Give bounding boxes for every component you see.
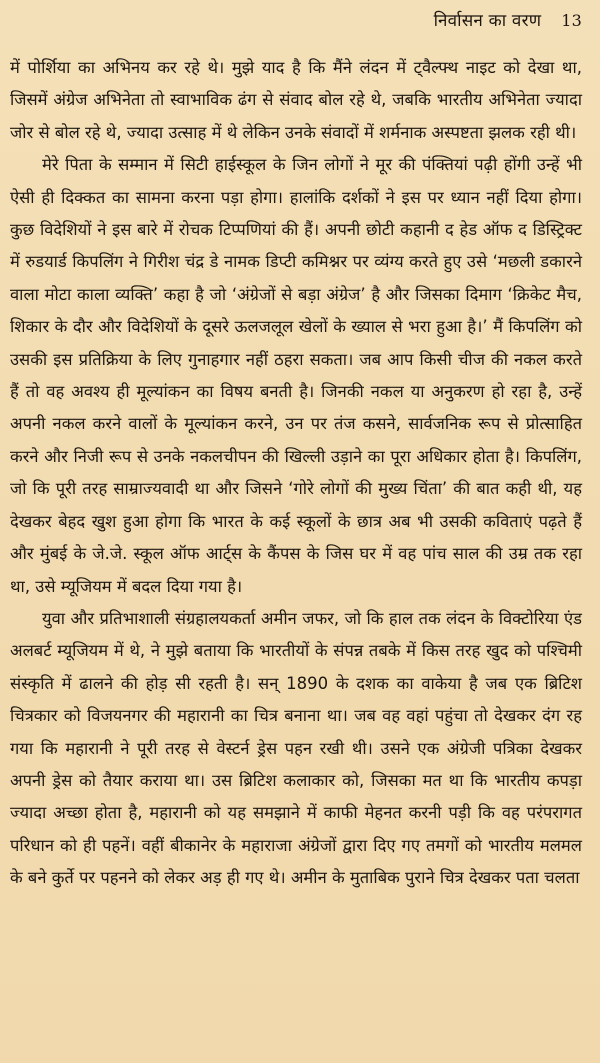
running-head xyxy=(10,8,582,38)
paragraph-kipling: मेरे पिता के सम्मान में सिटी हाईस्कूल के जिन लोगों ने मूर की पंक्तियां पढ़ी होंगी उन्हें भी ऐसी ही दिक्कत का सामना करना पड़ा होगा। हालांकि दर्शकों ने इस पर ध्यान नहीं दिया होगा। कुछ विदेशियों ने इस बारे में रोचक टिप्पणियां की हैं। अपनी छोटी कहानी द हेड ऑफ द डिस्ट्रिक्ट में रुडयार्ड किपलिंग ने गिरीश चंद्र डे नामक डिप्टी कमिश्नर पर व्यंग्य करते हुए उसे ‘मछली डकारने वाला मोटा काला व्यक्ति’ कहा है जो ‘अंग्रेजों से बड़ा अंग्रेज’ है और जिसका दिमाग ‘क्रिकेट मैच, शिकार के दौर और विदेशियों के दूसरे ऊलजलूल खेलों के ख्याल से भरा हुआ है।’ मैं किपलिंग को उसकी इस प्रतिक्रिया के लिए गुनाहगार नहीं ठहरा सकता। जब आप किसी चीज की नकल करते हैं तो वह अवश्य ही मूल्यांकन का विषय बनती है। जिनकी नकल या अनुकरण हो रहा है, उन्हें अपनी नकल करने वालों के मूल्यांकन करने, उन पर तंज कसने, सार्वजनिक रूप से प्रोत्साहित करने और निजी रूप से उनके नकलचीपन की खिल्ली उड़ाने का पूरा अधिकार होता है। किपलिंग, जो कि पूरी तरह साम्राज्यवादी था और जिसने ‘गोरे लोगों की मुख्य चिंता’ की बात कही थी, यह देखकर बेहद खुश हुआ होगा कि भारत के कई स्कूलों के छात्र अब भी उसकी कविताएं पढ़ते हैं और मुंबई के जे.जे. स्कूल ऑफ आर्ट्स के कैंपस के जिस घर में वह पांच साल की उम्र तक रहा था, उसे म्यूजियम में बदल दिया गया है। xyxy=(10,155,582,596)
body-text xyxy=(10,52,582,895)
paragraph-continued: में पोर्शिया का अभिनय कर रहे थे। मुझे याद है कि मैंने लंदन में ट्वैल्फ्थ नाइट को देखा था, जिसमें अंग्रेज अभिनेता तो स्वाभाविक ढंग से संवाद बोल रहे थे, जबकि भारतीय अभिनेता ज्यादा जोर से बोल रहे थे, ज्यादा उत्साह में थे लेकिन उनके संवादों में शर्मनाक अस्पष्टता झलक रही थी। xyxy=(10,58,582,142)
paragraph-amin-jafar: युवा और प्रतिभाशाली संग्रहालयकर्ता अमीन जफर, जो कि हाल तक लंदन के विक्टोरिया एंड अलबर्ट म्यूजियम में थे, ने मुझे बताया कि भारतीयों के संपन्न तबके में किस तरह खुद को पश्चिमी संस्कृति में ढालने की होड़ सी रहती है। सन् 1890 के दशक का वाकेया है जब एक ब्रिटिश चित्रकार को विजयनगर की महारानी का चित्र बनाना था। जब वह वहां पहुंचा तो देखकर दंग रह गया कि महारानी ने पूरी तरह से वेस्टर्न ड्रेस पहन रखी थी। उसने एक अंग्रेजी पत्रिका देखकर अपनी ड्रेस को तैयार कराया था। उस ब्रिटिश कलाकार को, जिसका मत था कि भारतीय कपड़ा ज्यादा अच्छा होता है, महारानी को यह समझाने में काफी मेहनत करनी पड़ी कि वह परंपरागत परिधान को ही पहनें। वहीं बीकानेर के महाराजा अंग्रेजों द्वारा दिए गए तमगों को भारतीय मलमल के बने कुर्ते पर पहनने को लेकर अड़ ही गए थे। अमीन के मुताबिक पुराने चित्र देखकर पता चलता xyxy=(10,608,582,888)
page-number: 13 xyxy=(561,11,582,30)
chapter-title: निर्वासन का वरण xyxy=(433,11,542,31)
